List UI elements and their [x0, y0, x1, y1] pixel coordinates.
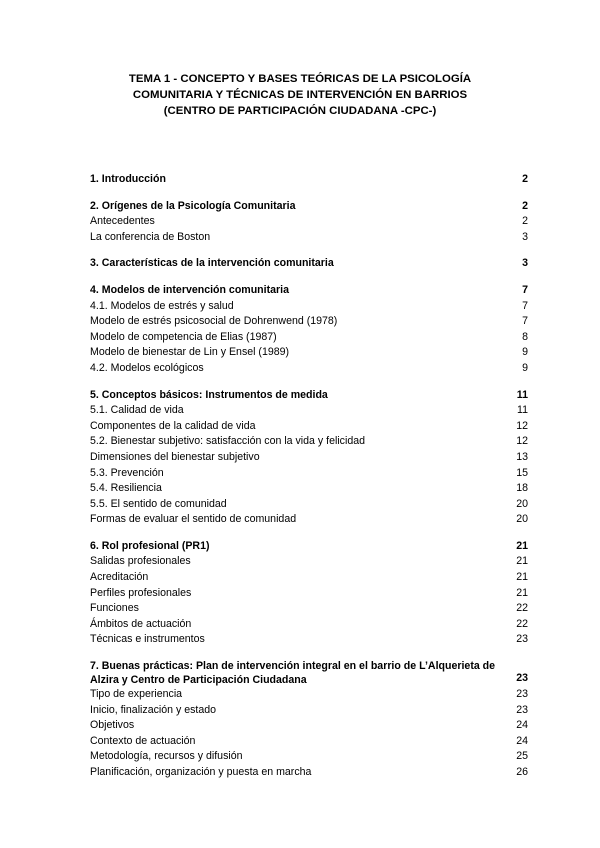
- title-line-3: (CENTRO DE PARTICIPACIÓN CIUDADANA -CPC-): [163, 105, 437, 117]
- toc-subsection-label: Funciones: [90, 602, 139, 615]
- toc-subsection[interactable]: [90, 617, 528, 633]
- toc-subsection[interactable]: [90, 419, 528, 435]
- toc-page-number: 23: [516, 633, 528, 646]
- toc-subsection-label: Antecedentes: [90, 215, 155, 228]
- toc-subsection[interactable]: [90, 601, 528, 617]
- toc-section[interactable]: [90, 199, 528, 215]
- toc-page-number: 7: [522, 315, 528, 328]
- toc-page-number: 26: [516, 766, 528, 778]
- title-line-1: TEMA 1 - CONCEPTO Y BASES TEÓRICAS DE LA PSICOLOGÍA: [128, 73, 472, 85]
- toc-subsection[interactable]: [90, 703, 528, 719]
- toc-section[interactable]: [90, 659, 528, 687]
- toc-subsection-label: 5.3. Prevención: [90, 466, 164, 479]
- toc-page-number: 21: [516, 586, 528, 599]
- toc-subsection[interactable]: [90, 314, 528, 330]
- toc-section[interactable]: [90, 256, 528, 272]
- toc-subsection[interactable]: [90, 481, 528, 497]
- toc-subsection[interactable]: [90, 466, 528, 482]
- toc-section-label: [90, 659, 508, 687]
- toc-subsection[interactable]: [90, 450, 528, 466]
- toc-subsection[interactable]: [90, 497, 528, 513]
- toc-subsection-label: Salidas profesionales: [90, 555, 191, 568]
- toc-subsection-label: Modelo de competencia de Elias (1987): [90, 330, 277, 343]
- toc-subsection[interactable]: [90, 512, 528, 528]
- toc-page-number: 7: [522, 283, 528, 296]
- toc-subsection-label: Inicio, finalización y estado: [90, 703, 217, 716]
- toc-subsection[interactable]: [90, 299, 528, 315]
- toc-page-number: 24: [516, 734, 528, 747]
- toc-page-number: 23: [516, 672, 528, 685]
- toc-subsection-label: Dimensiones del bienestar subjetivo: [90, 450, 260, 463]
- toc-subsection-label: Formas de evaluar el sentido de comunidad: [90, 513, 297, 526]
- toc-subsection-label: Contexto de actuación: [90, 734, 196, 747]
- toc-section-label-line-1: 7. Buenas prácticas: Plan de intervención integral en el barrio de L’Alquerieta de: [90, 660, 496, 673]
- toc-subsection-label: Perfiles profesionales: [90, 586, 192, 599]
- toc-section-label: 5. Conceptos básicos: Instrumentos de medida: [90, 388, 328, 401]
- toc-section[interactable]: [90, 388, 528, 404]
- toc-page-number: 21: [516, 555, 528, 568]
- toc-subsection[interactable]: [90, 403, 528, 419]
- toc-subsection[interactable]: [90, 632, 528, 648]
- toc-page-number: 3: [522, 230, 528, 243]
- toc-page-number: 3: [522, 257, 528, 270]
- title-line-2: COMUNITARIA Y TÉCNICAS DE INTERVENCIÓN EN BARRIOS: [132, 89, 468, 101]
- toc-page-number: 2: [522, 173, 528, 185]
- toc-subsection[interactable]: [90, 718, 528, 734]
- toc-subsection-label: Acreditación: [90, 571, 149, 584]
- toc-section[interactable]: [90, 172, 528, 188]
- toc-subsection[interactable]: [90, 361, 528, 377]
- toc-subsection-label: 5.5. El sentido de comunidad: [90, 497, 227, 510]
- toc-page-number: 13: [516, 450, 528, 463]
- toc-section-label: 6. Rol profesional (PR1): [90, 539, 210, 552]
- toc-page-number: 7: [522, 299, 528, 312]
- toc-section-label: 3. Características de la intervención comunitaria: [90, 257, 334, 270]
- toc-subsection-label: Ámbitos de actuación: [90, 617, 192, 630]
- toc-page-number: 15: [516, 466, 528, 479]
- toc-section[interactable]: [90, 283, 528, 299]
- toc-page-number: 20: [516, 513, 528, 526]
- toc-subsection-label: Metodología, recursos y difusión: [90, 750, 243, 763]
- toc-section-label: 4. Modelos de intervención comunitaria: [90, 283, 289, 296]
- toc-subsection[interactable]: [90, 749, 528, 765]
- toc-page-number: 23: [516, 688, 528, 701]
- toc-page-number: 8: [522, 330, 528, 343]
- toc-section[interactable]: [90, 539, 528, 555]
- toc-page-number: 11: [517, 404, 528, 417]
- toc-subsection-label: Objetivos: [90, 719, 135, 732]
- toc-subsection-label: 4.2. Modelos ecológicos: [90, 361, 204, 374]
- toc-page-number: 24: [516, 719, 528, 732]
- toc-page-number: 9: [522, 346, 528, 359]
- toc-subsection[interactable]: [90, 687, 528, 703]
- toc-subsection-label: Tipo de experiencia: [90, 688, 183, 701]
- toc-subsection-label: 5.1. Calidad de vida: [90, 404, 184, 417]
- toc-page-number: 22: [516, 602, 528, 615]
- toc-subsection[interactable]: [90, 330, 528, 346]
- toc-subsection[interactable]: [90, 345, 528, 361]
- toc-subsection[interactable]: [90, 214, 528, 230]
- toc-section-label: 1. Introducción: [90, 173, 166, 185]
- toc-subsection-label: 5.2. Bienestar subjetivo: satisfacción con la vida y felicidad: [90, 435, 365, 448]
- toc-subsection[interactable]: [90, 570, 528, 586]
- toc-subsection-label: 5.4. Resiliencia: [90, 482, 162, 495]
- toc-page-number: 9: [522, 361, 528, 374]
- toc-subsection[interactable]: [90, 434, 528, 450]
- toc-page-number: 21: [516, 539, 528, 552]
- table-of-contents: [90, 172, 528, 781]
- document-title: [60, 71, 540, 119]
- toc-subsection-label: La conferencia de Boston: [90, 230, 211, 243]
- toc-subsection-label: Modelo de bienestar de Lin y Ensel (1989): [90, 346, 290, 359]
- toc-page-number: 22: [516, 617, 528, 630]
- toc-subsection-label: Técnicas e instrumentos: [90, 633, 205, 646]
- toc-page-number: 25: [516, 750, 528, 763]
- toc-page-number: 2: [522, 199, 528, 212]
- toc-subsection[interactable]: [90, 586, 528, 602]
- toc-subsection[interactable]: [90, 765, 528, 781]
- toc-page-number: 18: [516, 482, 528, 495]
- toc-subsection-label: Planificación, organización y puesta en marcha: [90, 766, 312, 778]
- toc-page-number: 11: [516, 388, 528, 401]
- toc-page-number: 12: [516, 419, 528, 432]
- toc-section-label-line-2: Alzira y Centro de Participación Ciudadana: [90, 674, 307, 687]
- toc-page-number: 20: [516, 497, 528, 510]
- toc-page-number: 21: [516, 571, 528, 584]
- toc-subsection[interactable]: [90, 734, 528, 750]
- toc-subsection[interactable]: [90, 230, 528, 246]
- toc-page-number: 23: [516, 703, 528, 716]
- toc-page-number: 2: [522, 215, 528, 228]
- toc-subsection-label: Componentes de la calidad de vida: [90, 419, 256, 432]
- toc-subsection[interactable]: [90, 554, 528, 570]
- toc-subsection-label: Modelo de estrés psicosocial de Dohrenwend (1978): [90, 315, 338, 328]
- toc-page-number: 12: [516, 435, 528, 448]
- toc-subsection-label: 4.1. Modelos de estrés y salud: [90, 299, 234, 312]
- toc-section-label: 2. Orígenes de la Psicología Comunitaria: [90, 199, 296, 212]
